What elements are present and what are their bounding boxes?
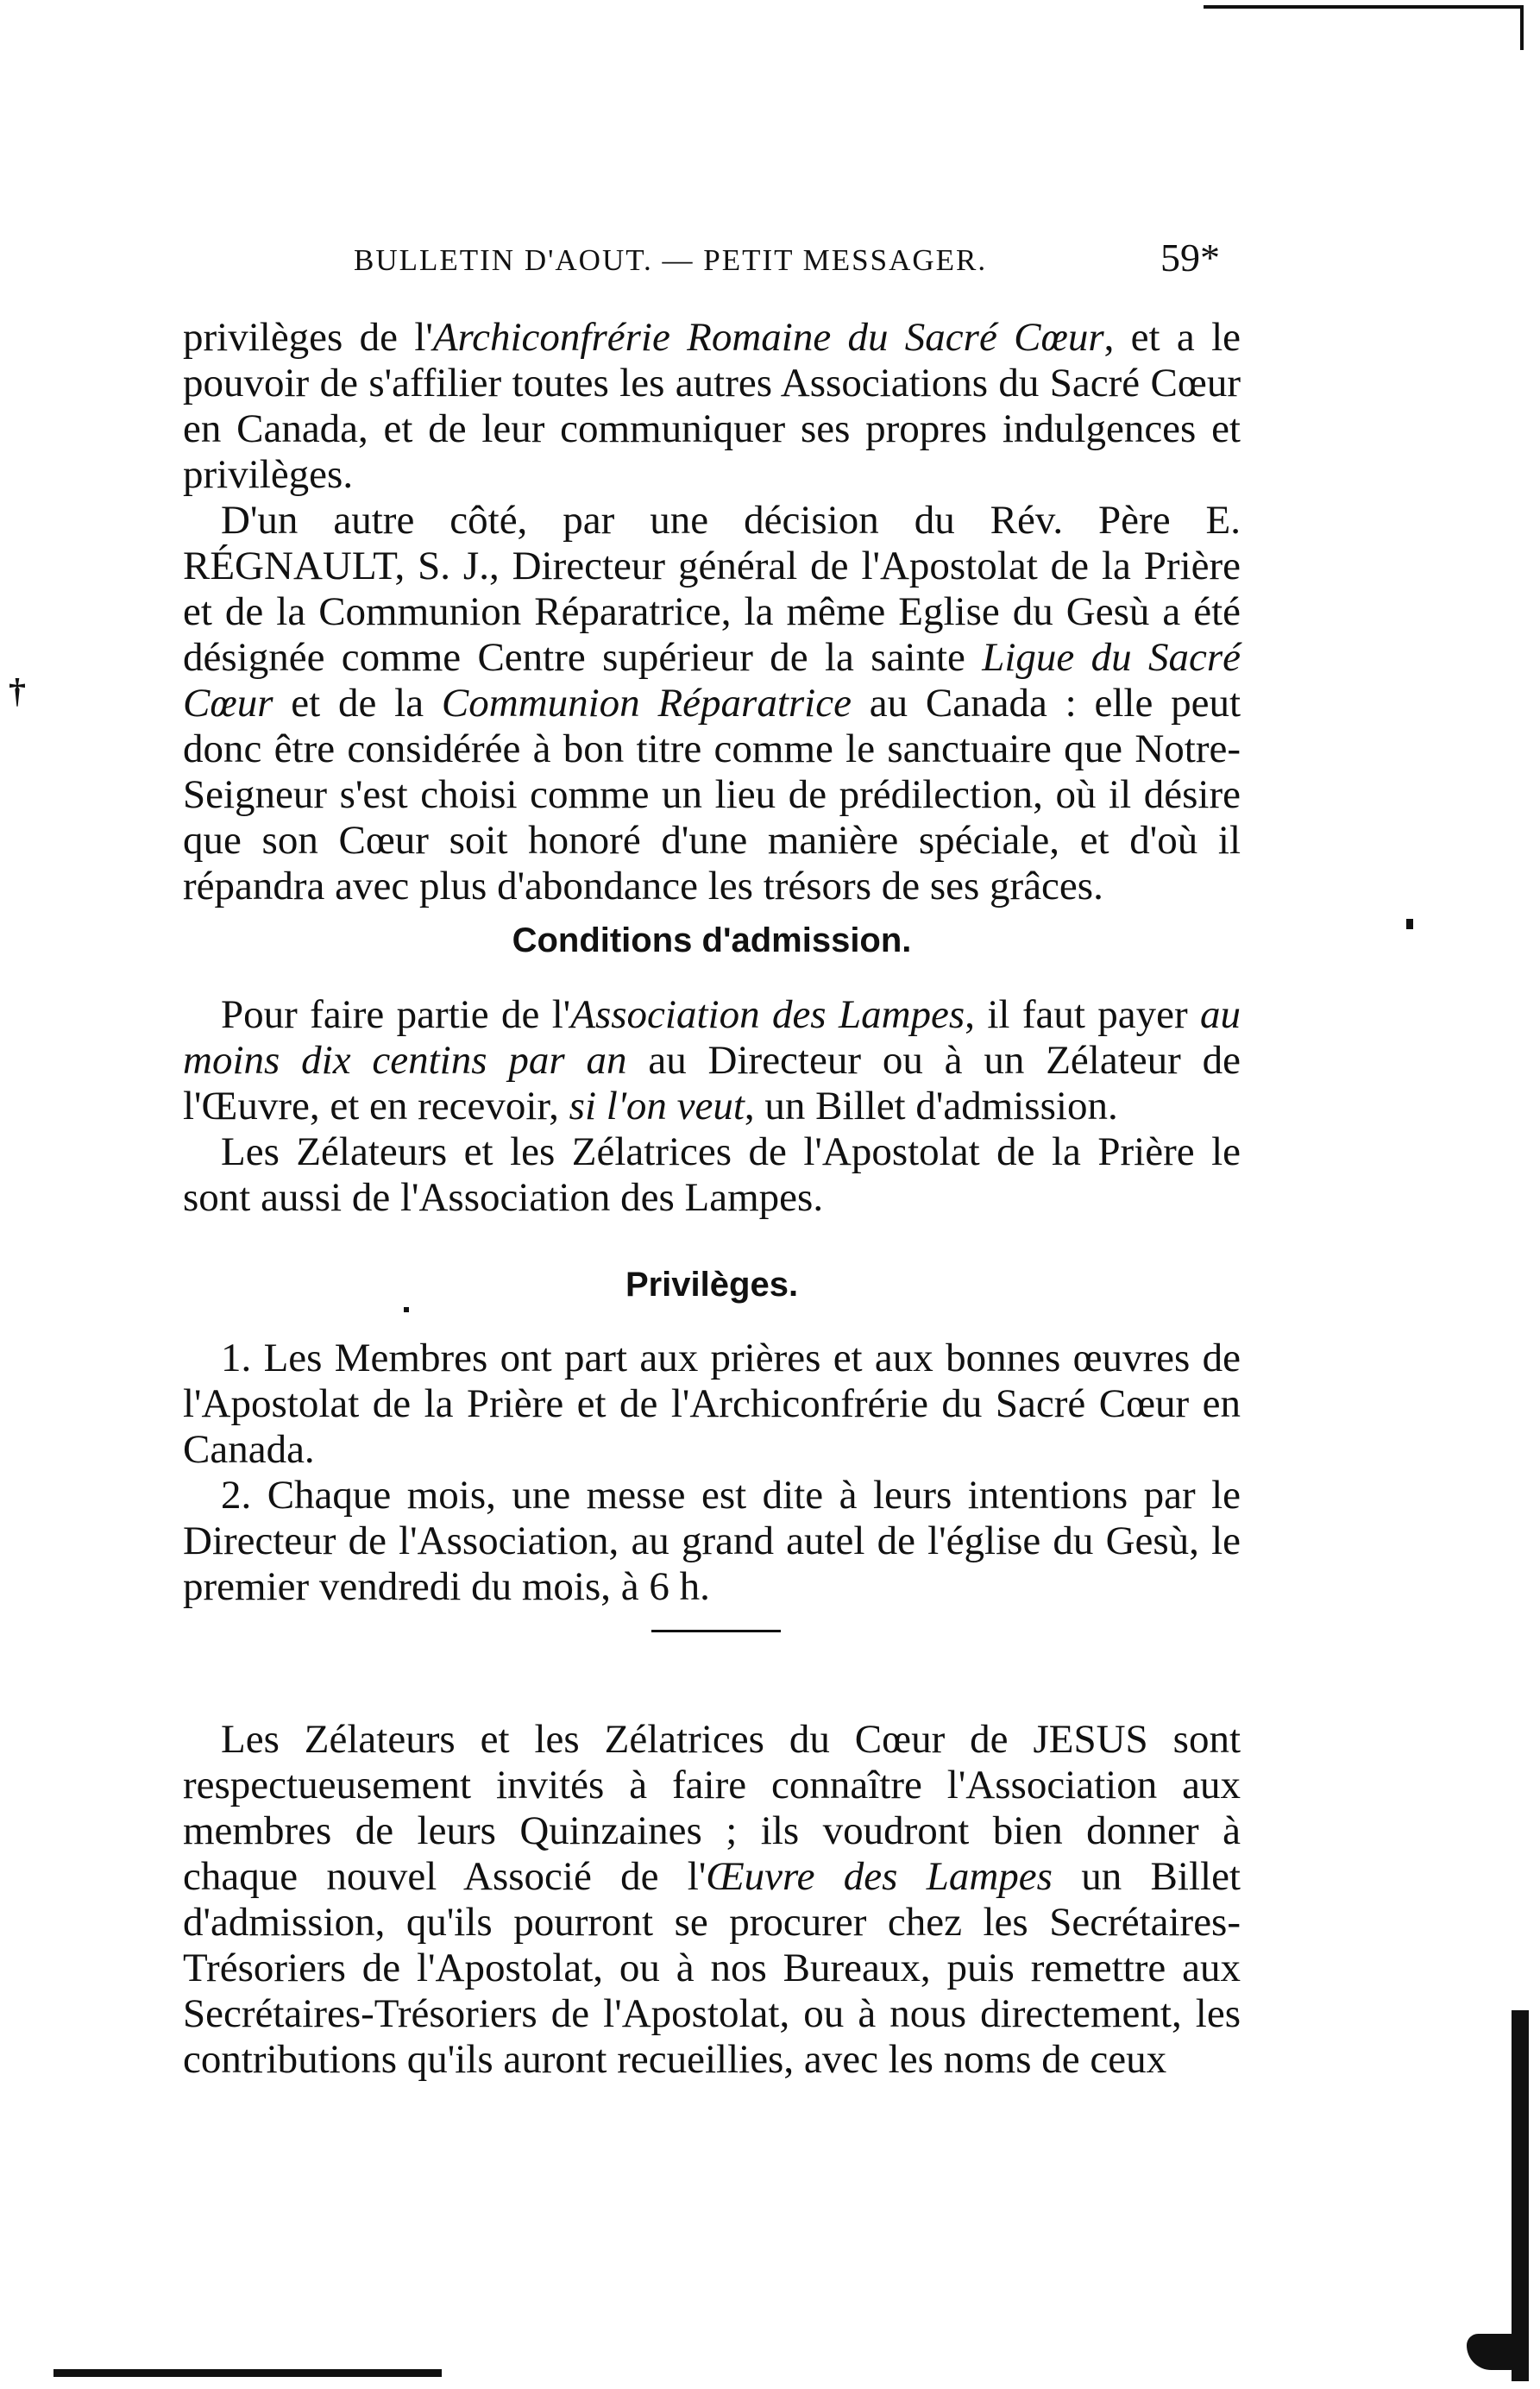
section-privileges (183, 1336, 1241, 1610)
text-run: privilèges de l' (183, 315, 433, 360)
text-run: un Billet d'admission, qu'ils pourront se procurer chez les Secrétaires-Trésoriers de l'Apostolat, ou à nos Bureaux, puis remettre aux Secrétaires-Trésoriers de l'Apostolat, ou à nous directement, les contributions qu'ils auront recueillies, avec les noms de ceux (183, 1854, 1241, 2082)
scan-edge-blot (1467, 2334, 1514, 2370)
heading-dot (404, 1307, 409, 1312)
scan-edge-bar (1512, 2010, 1529, 2381)
section-conditions (183, 992, 1241, 1221)
text-run: Les Zélateurs et les Zélatrices du Cœur de JESUS sont respectueusement invités à faire connaître l'Association aux membres de leurs Quinzaines ; ils voudront bien donner à chaque nouvel Associé de l' (183, 1717, 1241, 1899)
text-run: 1. Les Membres ont part aux prières et aux bonnes œuvres de l'Apostolat de la Prière et de l'Archiconfrérie du Sacré Cœur en Canada. (183, 1336, 1241, 1472)
paragraph-notice (183, 1717, 1241, 2083)
paragraph-admission-fee (183, 992, 1241, 1129)
heading-conditions: Conditions d'admission. (512, 921, 912, 959)
text-run: au Directeur ou à un Zélateur de l'Œuvre, et en recevoir, (183, 1038, 1241, 1128)
italic-run: si l'on veut (569, 1084, 745, 1128)
text-run: , il faut payer (965, 992, 1201, 1037)
text-run: au Canada : elle peut donc être considérée à bon titre comme le sanctuaire que Notre-Seigneur s'est choisi comme un lieu de prédilection, où il désire que son Cœur soit honoré d'une manière spéciale, et d'où il répandra avec plus d'abondance les trésors de ses grâces. (183, 681, 1241, 908)
top-rule-tick (1520, 5, 1524, 50)
top-rule-line (1204, 5, 1523, 9)
text-run: D'un autre côté, par une décision du Rév. Père E. RÉGNAULT, S. J., Directeur général de l'Apostolat de la Prière et de la Communion Réparatrice, la même Eglise du Gesù a été désignée comme Centre supérieur de la sainte (183, 498, 1241, 680)
text-run: Pour faire partie de l' (221, 992, 571, 1037)
text-run: 2. Chaque mois, une messe est dite à leurs intentions par le Directeur de l'Association, au grand autel de l'église du Gesù, le premier vendredi du mois, à 6 h. (183, 1473, 1241, 1609)
privilege-item-2 (183, 1473, 1241, 1610)
text-run: et de la (273, 681, 442, 726)
privilege-item-1 (183, 1336, 1241, 1473)
section-intro (183, 315, 1241, 909)
heading-privileges: Privilèges. (625, 1266, 799, 1304)
margin-dot (1406, 919, 1413, 929)
margin-mark: † (9, 671, 26, 710)
page-number: 59* (1160, 236, 1220, 280)
section-separator (651, 1630, 781, 1632)
italic-run: Association des Lampes (570, 992, 965, 1037)
italic-run: au moins dix centins par an (183, 992, 1241, 1083)
italic-run: Ligue du Sacré Cœur (183, 635, 1241, 726)
paragraph-regnault-decision (183, 498, 1241, 909)
running-header: BULLETIN D'AOUT. — PETIT MESSAGER. (354, 243, 988, 277)
italic-run: Œuvre des Lampes (706, 1854, 1053, 1899)
text-run: , un Billet d'admission. (744, 1084, 1118, 1128)
paragraph-privileges (183, 315, 1241, 498)
section-notice (183, 1717, 1241, 2083)
text-run: Les Zélateurs et les Zélatrices de l'Apostolat de la Prière le sont aussi de l'Association des Lampes. (183, 1129, 1241, 1220)
italic-run: Communion Réparatrice (441, 681, 852, 726)
bottom-rule (53, 2369, 442, 2377)
text-run: , et a le pouvoir de s'affilier toutes les autres Associations du Sacré Cœur en Canada, et de leur communiquer ses propres indulgences et privilèges. (183, 315, 1241, 497)
italic-run: Archiconfrérie Romaine du Sacré Cœur (432, 315, 1104, 360)
paragraph-zelateurs (183, 1129, 1241, 1221)
